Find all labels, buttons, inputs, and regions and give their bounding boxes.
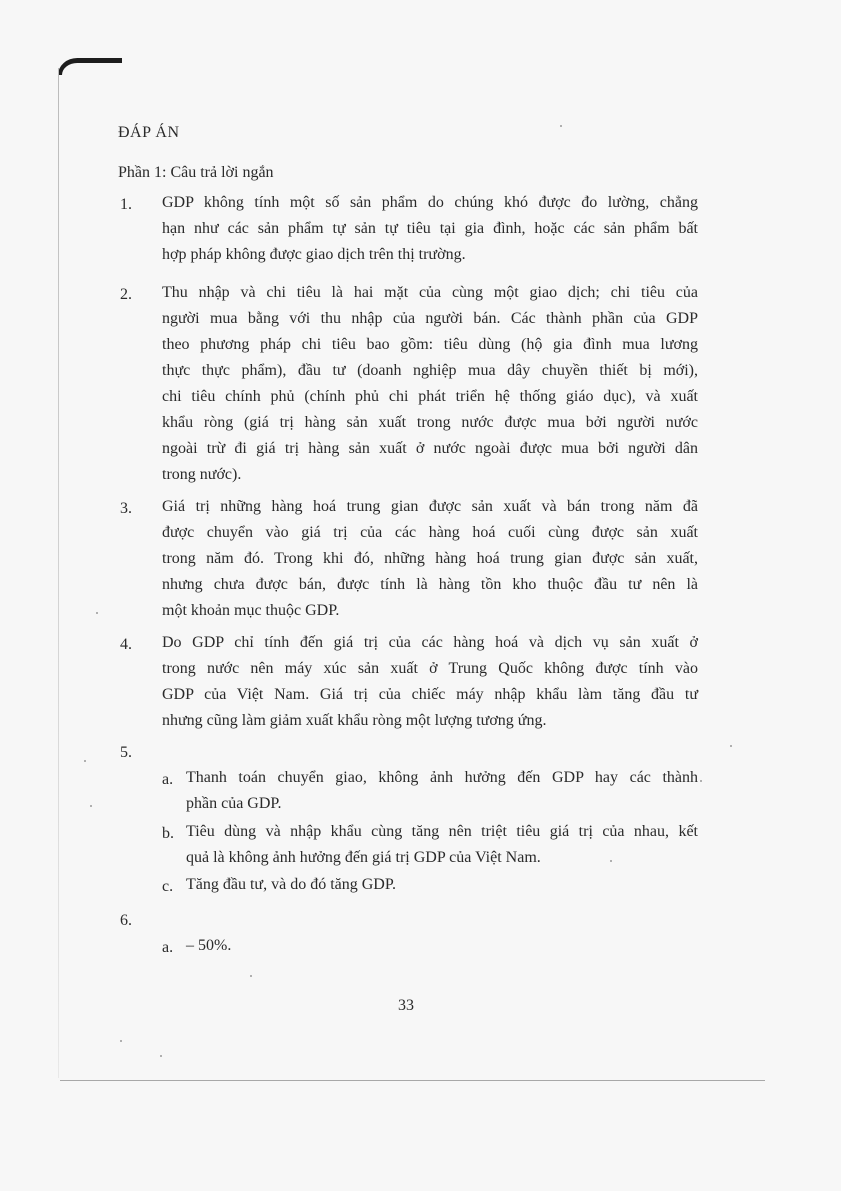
scan-speck <box>700 780 702 782</box>
answer-line: một khoản mục thuộc GDP. <box>162 602 340 619</box>
answer-5c-text <box>186 872 698 898</box>
answer-line: nhưng chưa được bán, được tính là hàng tồn kho thuộc đầu tư nên là <box>162 576 698 593</box>
scan-speck <box>160 1055 162 1057</box>
answer-line: hạn như các sản phẩm tự sản tự tiêu tại gia đình, hoặc các sản phẩm bất <box>162 220 698 237</box>
answer-number-5: 5. <box>120 744 132 761</box>
page-edge-bottom <box>60 1080 765 1081</box>
answer-5b-letter: b. <box>162 825 174 842</box>
scan-speck <box>610 860 612 862</box>
answer-line: khẩu ròng (giá trị hàng sản xuất trong nước được mua bởi người nước <box>162 414 698 431</box>
answer-6a-letter: a. <box>162 939 174 956</box>
answer-line: phần của GDP. <box>186 795 282 812</box>
scan-speck <box>730 745 732 747</box>
answer-line: theo phương pháp chi tiêu bao gồm: tiêu dùng (hộ gia đình mua lương <box>162 336 698 353</box>
answer-4-text <box>162 630 698 734</box>
answer-line: thực thực phẩm), đầu tư (doanh nghiệp mua dây chuyền thiết bị mới), <box>162 362 698 379</box>
scan-speck <box>120 1040 122 1042</box>
answer-6a-text <box>186 933 698 959</box>
answer-5a-text <box>186 765 698 817</box>
answer-line: được chuyển vào giá trị của các hàng hoá cuối cùng được sản xuất <box>162 524 698 541</box>
answer-line: Giá trị những hàng hoá trung gian được sản xuất và bán trong năm đã <box>162 498 698 515</box>
answer-line: chi tiêu chính phủ (chính phủ chi phát triển hệ thống giáo dục), và xuất <box>162 388 698 405</box>
answer-line: trong nước). <box>162 466 242 483</box>
answer-line: Thu nhập và chi tiêu là hai mặt của cùng một giao dịch; chi tiêu của <box>162 284 698 301</box>
answer-line: – 50%. <box>186 937 232 954</box>
answer-line: GDP không tính một số sản phẩm do chúng khó được đo lường, chẳng <box>162 194 698 211</box>
answer-number-4: 4. <box>120 636 132 653</box>
section-title: Phần 1: Câu trả lời ngắn <box>118 164 274 181</box>
scan-speck <box>84 760 86 762</box>
answer-5b-text <box>186 819 698 871</box>
answer-number-1: 1. <box>120 196 132 213</box>
answer-number-3: 3. <box>120 500 132 517</box>
answer-line: Thanh toán chuyển giao, không ảnh hưởng đến GDP hay các thành <box>186 769 698 786</box>
scan-speck <box>96 612 98 614</box>
answer-5c-letter: c. <box>162 878 174 895</box>
scan-speck <box>250 975 252 977</box>
answer-line: Do GDP chỉ tính đến giá trị của các hàng hoá và dịch vụ sản xuất ở <box>162 634 698 651</box>
answer-line: nhưng cũng làm giảm xuất khẩu ròng một lượng tương ứng. <box>162 712 547 729</box>
page-edge-left <box>58 68 59 1078</box>
answer-5a-letter: a. <box>162 771 174 788</box>
answer-3-text <box>162 494 698 624</box>
answer-line: trong nước nên máy xúc sản xuất ở Trung Quốc không được tính vào <box>162 660 698 677</box>
answer-number-6: 6. <box>120 912 132 929</box>
answer-line: GDP của Việt Nam. Giá trị của chiếc máy nhập khẩu làm tăng đầu tư <box>162 686 698 703</box>
scan-speck <box>560 125 562 127</box>
answer-line: Tiêu dùng và nhập khẩu cùng tăng nên triệt tiêu giá trị của nhau, kết <box>186 823 698 840</box>
answer-line: quả là không ảnh hưởng đến giá trị GDP của Việt Nam. <box>186 849 541 866</box>
answer-line: Tăng đầu tư, và do đó tăng GDP. <box>186 876 396 893</box>
answer-1-text <box>162 190 698 268</box>
page-number: 33 <box>398 997 414 1014</box>
answer-line: ngoài trừ đi giá trị hàng sản xuất ở nước ngoài được mua bởi người dân <box>162 440 698 457</box>
scan-speck <box>90 805 92 807</box>
answer-line: người mua bằng với thu nhập của người bán. Các thành phần của GDP <box>162 310 698 327</box>
answer-line: hợp pháp không được giao dịch trên thị trường. <box>162 246 466 263</box>
answer-line: trong năm đó. Trong khi đó, những hàng hoá trung gian được sản xuất, <box>162 550 698 567</box>
scan-edge-mark <box>58 58 122 75</box>
answer-key-heading: ĐÁP ÁN <box>118 124 180 141</box>
answer-2-text <box>162 280 698 488</box>
answer-number-2: 2. <box>120 286 132 303</box>
